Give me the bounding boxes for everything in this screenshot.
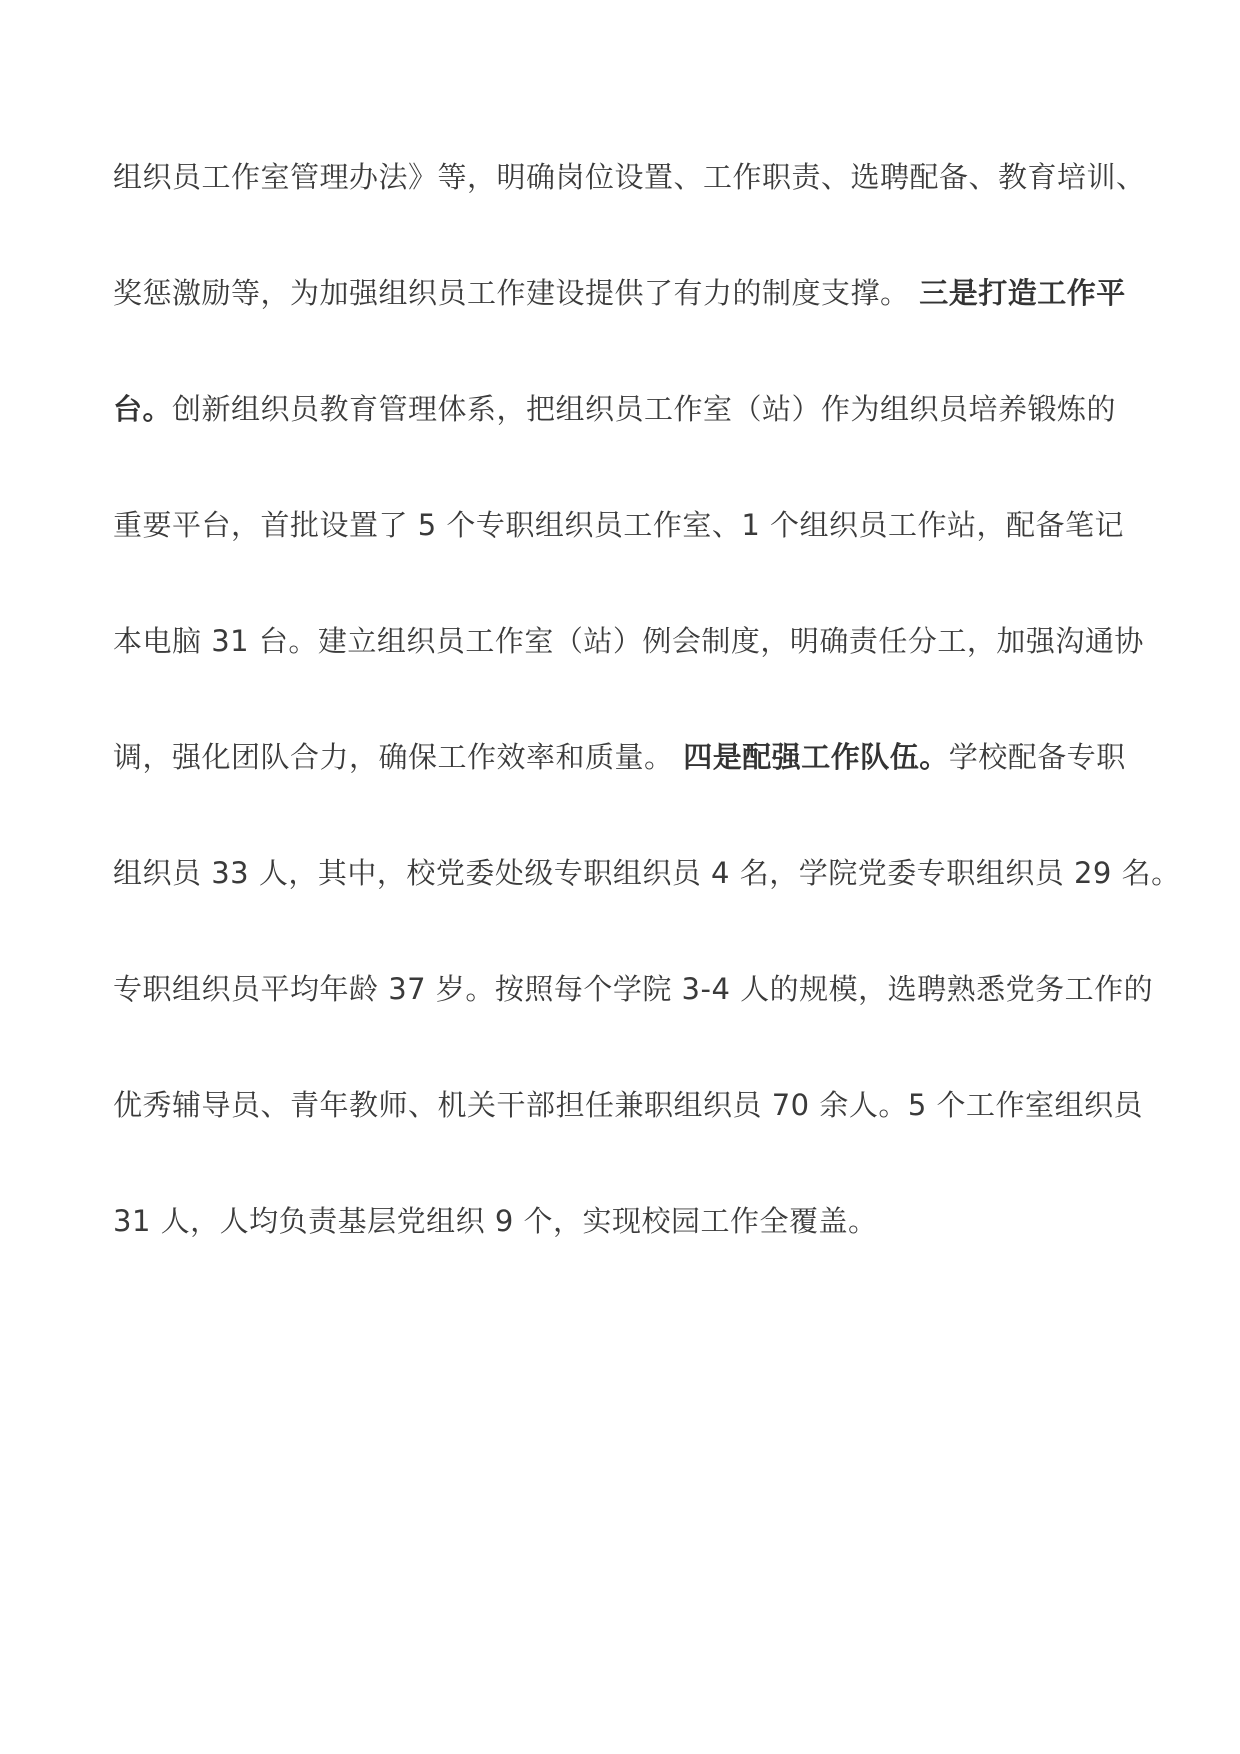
text-line-5: [113, 621, 1173, 661]
text-line-4: [113, 505, 1173, 545]
text-span: 调，强化团队合力，确保工作效率和质量。: [113, 740, 674, 774]
text-span: 重要平台，首批设置了 5 个专职组织员工作室、1 个组织员工作站，配备笔记: [113, 508, 1125, 542]
text-span: 31 人，人均负责基层党组织 9 个，实现校园工作全覆盖。: [113, 1204, 878, 1238]
text-span: 本电脑 31 台。建立组织员工作室（站）例会制度，明确责任分工，加强沟通协: [113, 624, 1144, 658]
text-line-9: [113, 1085, 1173, 1125]
text-span: 学校配备专职: [948, 740, 1126, 774]
text-span: 奖惩激励等，为加强组织员工作建设提供了有力的制度支撑。: [113, 276, 910, 310]
text-line-3: [113, 389, 1173, 429]
text-line-6: [113, 737, 1173, 777]
text-span: 组织员 33 人，其中，校党委处级专职组织员 4 名，学院党委专职组织员 29 名。: [113, 856, 1181, 890]
text-span: 组织员工作室管理办法》等，明确岗位设置、工作职责、选聘配备、教育培训、: [113, 160, 1146, 194]
text-span: 创新组织员教育管理体系，把组织员工作室（站）作为组织员培养锻炼的: [172, 392, 1117, 426]
text-line-2: [113, 273, 1173, 313]
text-line-1: [113, 157, 1173, 197]
text-span: 专职组织员平均年龄 37 岁。按照每个学院 3-4 人的规模，选聘熟悉党务工作的: [113, 972, 1154, 1006]
bold-heading-span: 四是配强工作队伍。: [683, 740, 949, 774]
text-line-7: [113, 853, 1181, 893]
text-line-8: [113, 969, 1173, 1009]
text-line-10: [113, 1201, 1173, 1241]
bold-heading-span: 台。: [113, 392, 173, 426]
text-span: 优秀辅导员、青年教师、机关干部担任兼职组织员 70 余人。5 个工作室组织员: [113, 1088, 1144, 1122]
bold-heading-span: 三是打造工作平: [919, 276, 1126, 310]
